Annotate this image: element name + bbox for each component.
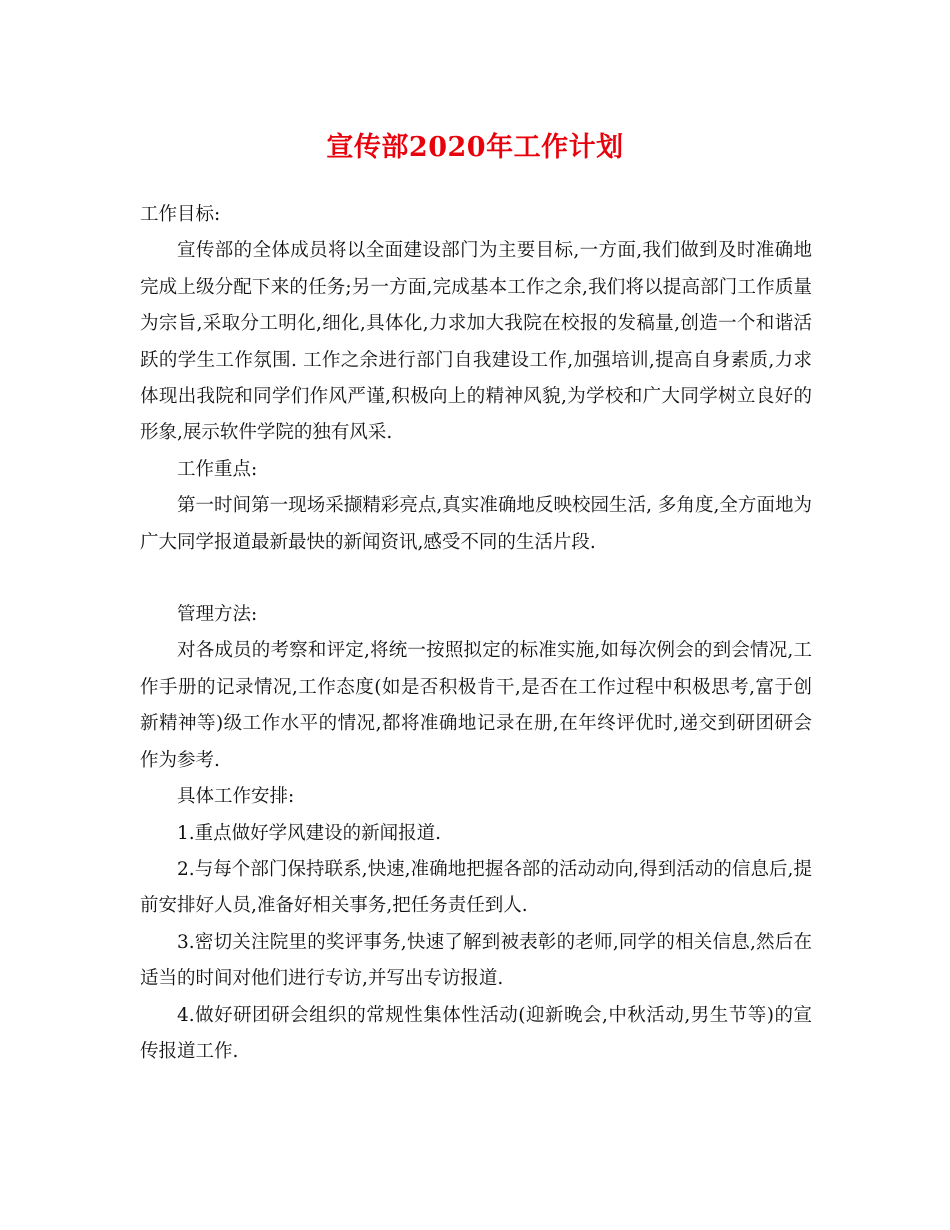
- section-heading-goals: 工作目标:: [140, 204, 221, 225]
- paragraph-management: 对各成员的考察和评定,将统一按照拟定的标准实施,如每次例会的到会情况,工作手册的记录情况,工作态度(如是否积极肯干,是否在工作过程中积极思考,富于创新精神等)级工作水平的情况,都将准确地记录在册,在年终评优时,递交到研团研会作为参考.: [140, 640, 812, 771]
- list-item: 4.做好研团研会组织的常规性集体性活动(迎新晚会,中秋活动,男生节等)的宣传报道工作.: [140, 1004, 812, 1062]
- section-heading-focus: 工作重点:: [177, 458, 258, 480]
- paragraph-goals: 宣传部的全体成员将以全面建设部门为主要目标,一方面,我们做到及时准确地完成上级分配下来的任务;另一方面,完成基本工作之余,我们将以提高部门工作质量为宗旨,采取分工明化,细化,具体化,力求加大我院在校报的发稿量,创造一个和谐活跃的学生工作氛围. 工作之余进行部门自我建设工作,加强培训,提高自身素质,力求体现出我院和同学们作风严谨,积极向上的精神风貌,为学校和广大同学树立良好的形象,展示软件学院的独有风采.: [140, 240, 812, 444]
- section-heading-arrangements: 具体工作安排:: [177, 786, 295, 808]
- list-item: 1.重点做好学风建设的新闻报道.: [177, 822, 442, 844]
- document-title: 宣传部2020年工作计划: [326, 132, 624, 163]
- list-item: 3.密切关注院里的奖评事务,快速了解到被表彰的老师,同学的相关信息,然后在适当的时间对他们进行专访,并写出专访报道.: [140, 931, 812, 990]
- document-body: [140, 197, 812, 1070]
- paragraph-spacer: [140, 561, 812, 597]
- paragraph-focus: 第一时间第一现场采撷精彩亮点,真实准确地反映校园生活, 多角度,全方面地为广大同学报道最新最快的新闻资讯,感受不同的生活片段.: [140, 495, 812, 553]
- section-heading-management: 管理方法:: [177, 604, 258, 626]
- list-item: 2.与每个部门保持联系,快速,准确地把握各部的活动动向,得到活动的信息后,提前安排好人员,准备好相关事务,把任务责任到人.: [140, 858, 812, 917]
